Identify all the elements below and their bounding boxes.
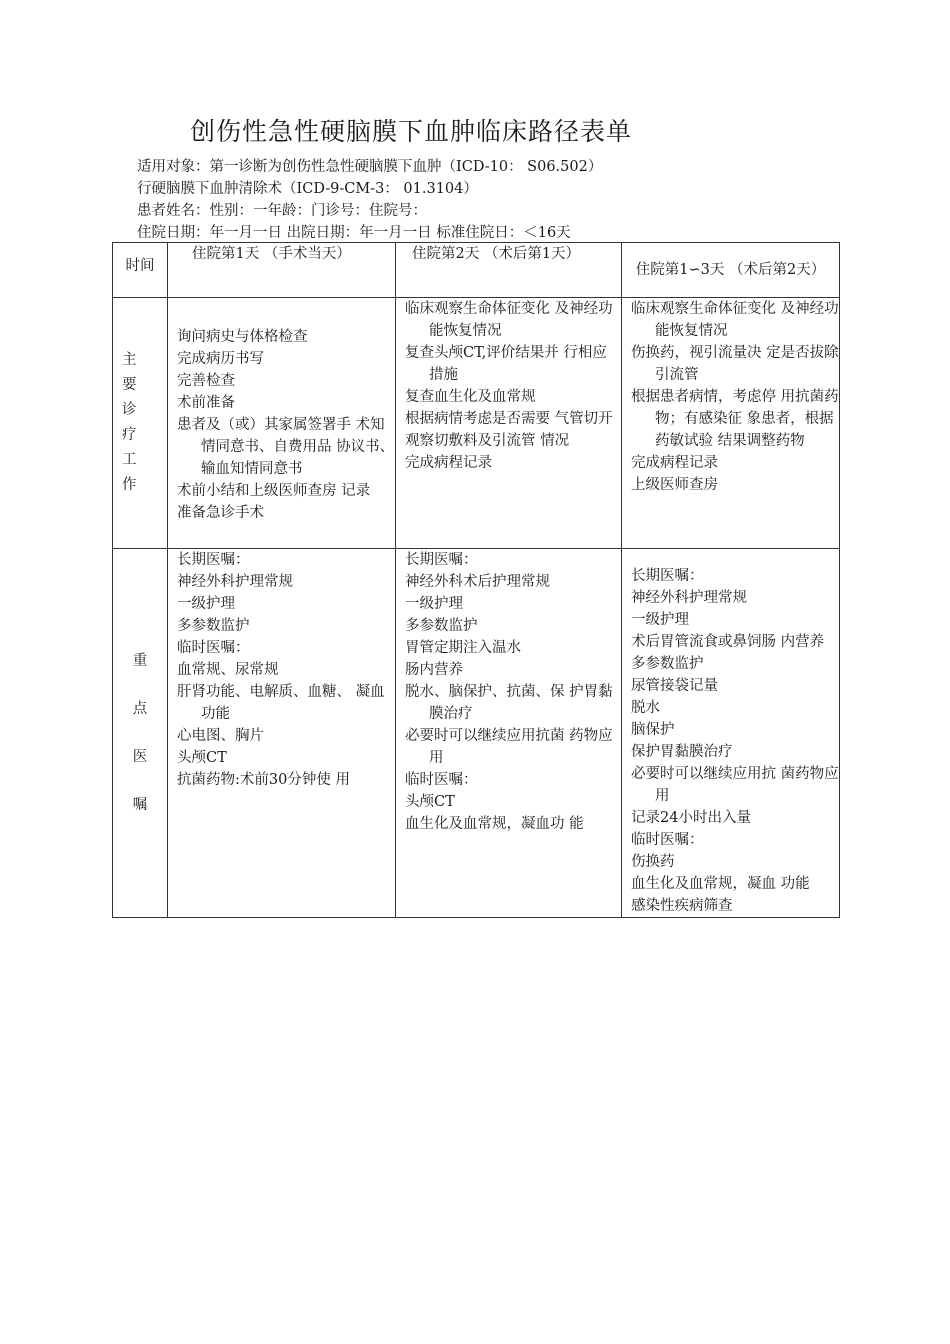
list-item: 多参数监护 bbox=[405, 618, 478, 634]
list-item: 多参数监护 bbox=[177, 618, 250, 634]
page-title: 创伤性急性硬脑膜下血肿临床路径表单 bbox=[190, 117, 633, 146]
list-item: 术前小结和上级医师查房 记录 bbox=[177, 483, 371, 499]
clinical-pathway-table bbox=[112, 242, 840, 918]
list-item: 临床观察生命体征变化 及神经功能恢复情况 bbox=[405, 301, 613, 339]
list-item: 完成病历书写 bbox=[177, 351, 264, 367]
list-item: 临床观察生命体征变化 及神经功能恢复情况 bbox=[631, 301, 839, 339]
list-item: 抗菌药物:术前30分钟使 用 bbox=[177, 772, 350, 788]
header-day1: 住院第1天 （手术当天） bbox=[168, 243, 396, 298]
header-day2: 住院第2天 （术后第1天） bbox=[396, 243, 622, 298]
list-item: 感染性疾病筛查 bbox=[631, 898, 733, 914]
list-item: 术前准备 bbox=[177, 395, 235, 411]
list-item: 尿管接袋记量 bbox=[631, 678, 718, 694]
list-item: 记录24小时出入量 bbox=[631, 810, 751, 826]
list-item: 多参数监护 bbox=[631, 656, 704, 672]
list-item: 脱水 bbox=[631, 700, 660, 716]
list-item: 根据患者病情，考虑停 用抗菌药物；有感染征 象患者，根据药敏试验 结果调整药物 bbox=[631, 389, 839, 449]
work-day3-cell bbox=[622, 298, 840, 549]
list-item: 根据病情考虑是否需要 气管切开 bbox=[405, 411, 613, 427]
list-item: 术后胃管流食或鼻饲肠 内营养 bbox=[631, 634, 825, 650]
orders-day3-cell bbox=[622, 549, 840, 918]
row-label-orders-text bbox=[128, 637, 152, 829]
list-item: 点 bbox=[132, 701, 148, 717]
list-item: 肠内营养 bbox=[405, 662, 463, 678]
list-item: 完善检查 bbox=[177, 373, 235, 389]
list-item: 临时医嘱： bbox=[177, 640, 250, 656]
header-time: 时间 bbox=[113, 243, 168, 298]
list-item: 伤换药 bbox=[631, 854, 675, 870]
header-day3: 住院第1∽3天 （术后第2天） bbox=[622, 243, 840, 298]
list-item: 保护胃黏膜治疗 bbox=[631, 744, 733, 760]
list-item: 必要时可以继续应用抗菌 药物应用 bbox=[405, 728, 613, 766]
scope-line: 适用对象：第一诊断为创伤性急性硬脑膜下血肿（ICD-10： S06.502） bbox=[137, 159, 603, 175]
list-item: 询问病史与体格检查 bbox=[177, 329, 308, 345]
list-item: 血常规、尿常规 bbox=[177, 662, 279, 678]
list-item: 一级护理 bbox=[405, 596, 463, 612]
list-item: 复查头颅CT,评价结果并 行相应措施 bbox=[405, 345, 607, 383]
list-item: 长期医嘱： bbox=[631, 568, 704, 584]
orders-day1-cell bbox=[168, 549, 396, 918]
list-item: 医 bbox=[132, 749, 148, 765]
list-item: 心电图、胸片 bbox=[177, 728, 264, 744]
list-item: 头颅CT bbox=[177, 750, 227, 766]
procedure-line: 行硬脑膜下血肿清除术（ICD-9-CM-3： 01.3104） bbox=[137, 181, 478, 197]
list-item: 头颅CT bbox=[405, 794, 455, 810]
row-label-orders bbox=[113, 549, 168, 918]
list-item: 完成病程记录 bbox=[405, 455, 492, 471]
header-row bbox=[113, 243, 840, 298]
list-item: 临时医嘱： bbox=[405, 772, 478, 788]
orders-day2-cell bbox=[396, 549, 622, 918]
list-item: 上级医师查房 bbox=[631, 477, 718, 493]
list-item: 复查血生化及血常规 bbox=[405, 389, 536, 405]
list-item: 长期医嘱： bbox=[177, 552, 250, 568]
list-item: 脱水、脑保护、抗菌、保 护胃黏膜治疗 bbox=[405, 684, 613, 722]
list-item: 观察切敷料及引流管 情况 bbox=[405, 433, 570, 449]
list-item: 一级护理 bbox=[177, 596, 235, 612]
list-item: 神经外科护理常规 bbox=[631, 590, 747, 606]
list-item: 完成病程记录 bbox=[631, 455, 718, 471]
patient-info-line: 患者姓名：性别：一年龄：门诊号：住院号： bbox=[137, 203, 427, 219]
work-day1-cell bbox=[168, 298, 396, 549]
list-item: 临时医嘱： bbox=[631, 832, 704, 848]
list-item: 肝肾功能、电解质、血糖、 凝血功能 bbox=[177, 684, 385, 722]
row-label-work bbox=[113, 298, 168, 549]
list-item: 血生化及血常规，凝血 功能 bbox=[631, 876, 810, 892]
work-row bbox=[113, 298, 840, 549]
list-item: 脑保护 bbox=[631, 722, 675, 738]
row-label-work-text: 主要诊疗工作 bbox=[122, 352, 145, 493]
list-item: 患者及（或）其家属签署手 术知情同意书、自费用品 协议书、输血知情同意书 bbox=[177, 417, 395, 477]
list-item: 神经外科护理常规 bbox=[177, 574, 293, 590]
list-item: 血生化及血常规，凝血功 能 bbox=[405, 816, 584, 832]
list-item: 伤换药，视引流量决 定是否拔除引流管 bbox=[631, 345, 839, 383]
work-day2-cell bbox=[396, 298, 622, 549]
list-item: 胃管定期注入温水 bbox=[405, 640, 521, 656]
list-item: 必要时可以继续应用抗 菌药物应用 bbox=[631, 766, 839, 804]
admission-dates-line: 住院日期：年一月一日 出院日期：年一月一日 标准住院日：＜16天 bbox=[137, 225, 571, 241]
list-item: 准备急诊手术 bbox=[177, 505, 264, 521]
list-item: 重 bbox=[132, 653, 148, 669]
list-item: 一级护理 bbox=[631, 612, 689, 628]
list-item: 神经外科术后护理常规 bbox=[405, 574, 550, 590]
list-item: 嘱 bbox=[132, 797, 148, 813]
list-item: 长期医嘱： bbox=[405, 552, 478, 568]
orders-row bbox=[113, 549, 840, 918]
